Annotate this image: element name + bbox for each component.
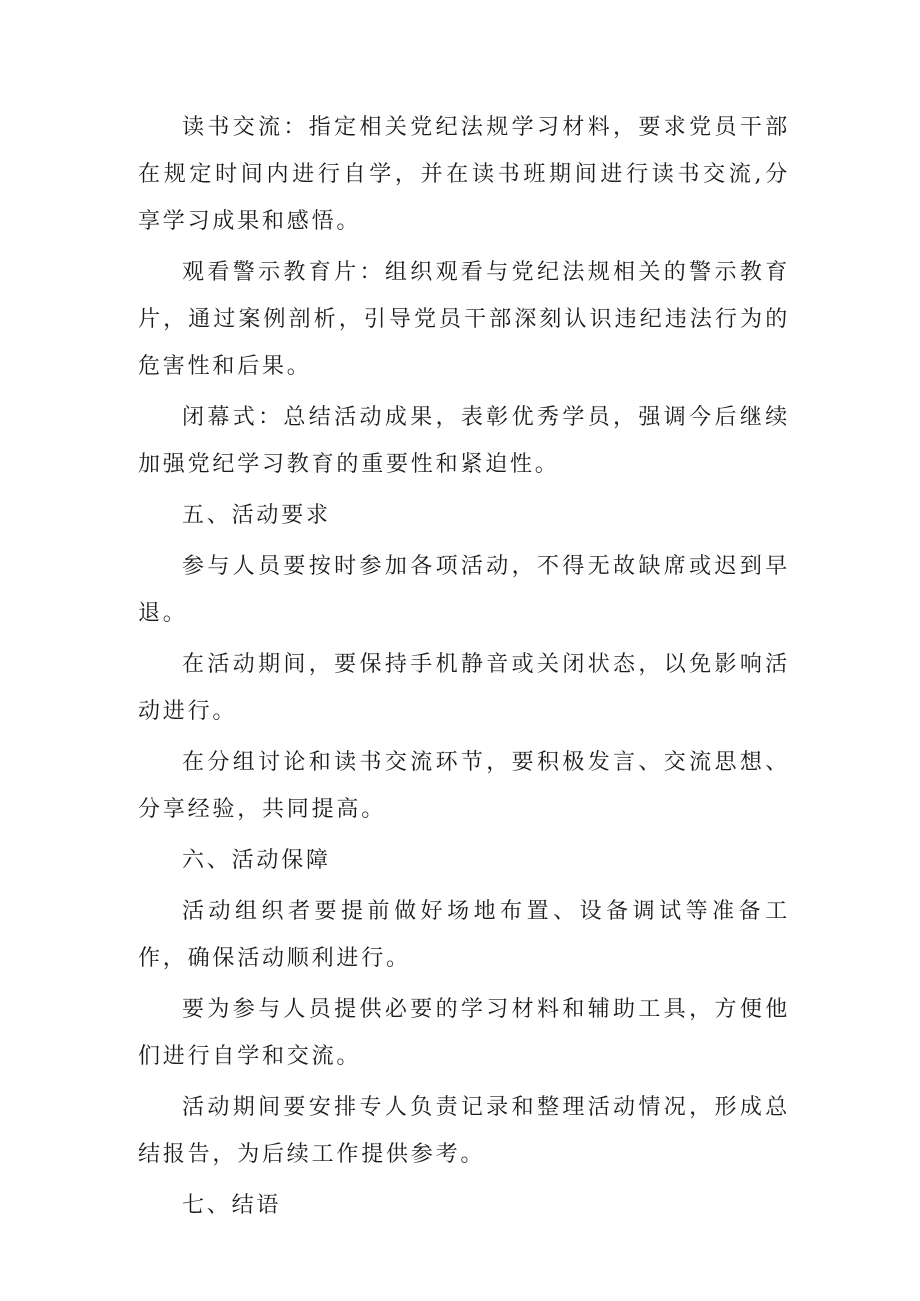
paragraph-recording: 活动期间要安排专人负责记录和整理活动情况，形成总结报告，为后续工作提供参考。: [138, 1095, 790, 1167]
paragraph-phone-silence: 在活动期间，要保持手机静音或关闭状态，以免影响活动进行。: [138, 652, 790, 724]
paragraph-preparation: 活动组织者要提前做好场地布置、设备调试等准备工作，确保活动顺利进行。: [138, 899, 790, 971]
paragraph-discussion: 在分组讨论和读书交流环节，要积极发言、交流思想、分享经验，共同提高。: [138, 750, 790, 822]
section-heading-requirements: 五、活动要求: [182, 503, 331, 528]
document-body: [138, 104, 790, 1229]
paragraph-attendance: 参与人员要按时参加各项活动，不得无故缺席或迟到早退。: [138, 554, 790, 626]
paragraph-closing-ceremony: 闭幕式：总结活动成果，表彰优秀学员，强调今后继续加强党纪学习教育的重要性和紧迫性。: [138, 405, 790, 477]
paragraph-materials: 要为参与人员提供必要的学习材料和辅助工具，方便他们进行自学和交流。: [138, 997, 790, 1069]
section-heading-conclusion: 七、结语: [182, 1193, 282, 1218]
section-heading-support: 六、活动保障: [182, 848, 331, 873]
paragraph-reading-exchange: 读书交流：指定相关党纪法规学习材料，要求党员干部在规定时间内进行自学，并在读书班期间进行读书交流,分享学习成果和感悟。: [138, 115, 790, 234]
paragraph-warning-film: 观看警示教育片：组织观看与党纪法规相关的警示教育片，通过案例剖析，引导党员干部深刻认识违纪违法行为的危害性和后果。: [138, 260, 790, 379]
